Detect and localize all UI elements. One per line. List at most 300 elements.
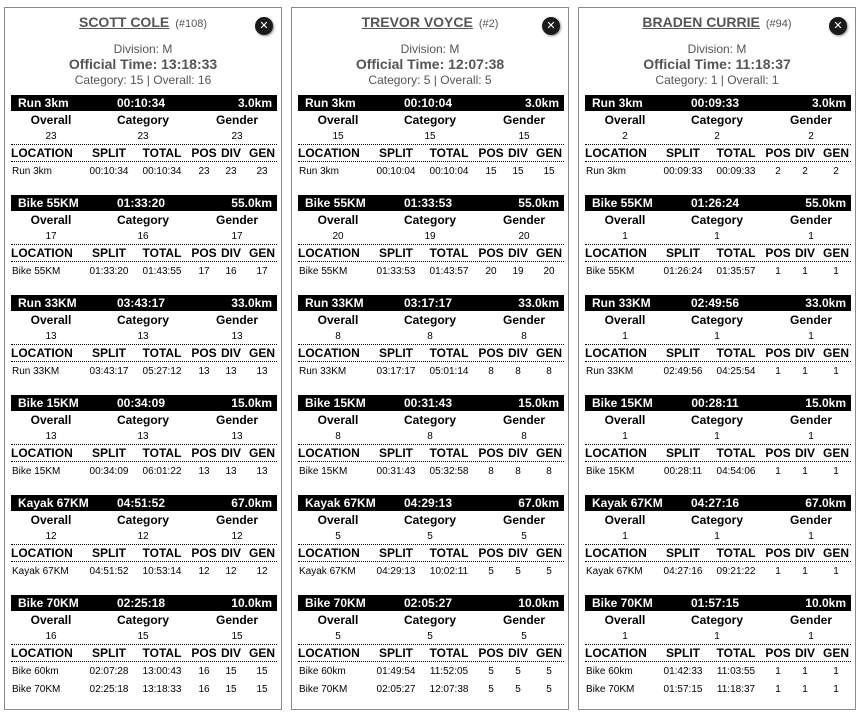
split-location: Run 3km <box>12 166 53 177</box>
rank-values <box>11 631 277 643</box>
div-col: DIV <box>794 146 815 160</box>
table-row <box>585 666 851 678</box>
gender-label: Gender <box>215 113 258 127</box>
div-col: DIV <box>220 146 241 160</box>
divider <box>11 144 277 145</box>
total-col: TOTAL <box>716 546 756 560</box>
div-value: 23 <box>225 166 237 177</box>
gender-rank: 13 <box>231 331 243 342</box>
div-value: 16 <box>225 266 237 277</box>
pos-value: 1 <box>775 566 781 577</box>
divider <box>11 161 277 162</box>
split-col: SPLIT <box>378 446 413 460</box>
divider <box>11 344 277 345</box>
divider <box>298 444 564 445</box>
leg-header <box>585 195 851 211</box>
rank-labels <box>585 213 851 227</box>
total-time: 11:52:05 <box>429 666 469 677</box>
pos-value: 8 <box>488 466 494 477</box>
athlete-header <box>5 14 281 30</box>
rank-values <box>585 431 851 443</box>
split-table-header <box>585 346 851 360</box>
split-location: Bike 55KM <box>12 266 61 277</box>
split-table-header <box>298 546 564 560</box>
total-col: TOTAL <box>142 446 182 460</box>
pos-value: 5 <box>488 666 494 677</box>
athlete-name-link[interactable]: TREVOR VOYCE <box>361 14 473 30</box>
gen-col: GEN <box>822 146 849 160</box>
overall-label: Overall <box>604 513 646 527</box>
gender-label: Gender <box>502 213 545 227</box>
overall-label: Overall <box>30 113 72 127</box>
leg-header <box>11 195 277 211</box>
leg-time: 01:33:53 <box>403 196 453 210</box>
gender-label: Gender <box>789 113 832 127</box>
category-label: Category <box>690 513 743 527</box>
rank-labels <box>11 113 277 127</box>
total-col: TOTAL <box>716 246 756 260</box>
overall-label: Overall <box>317 313 359 327</box>
category-rank: 5 <box>427 531 433 542</box>
pos-value: 2 <box>775 166 781 177</box>
div-value: 8 <box>515 366 521 377</box>
leg-section <box>11 195 277 287</box>
leg-section <box>11 595 277 695</box>
category-label: Category <box>403 413 456 427</box>
total-time: 11:18:37 <box>716 684 756 695</box>
table-row <box>298 566 564 578</box>
table-row <box>11 684 277 696</box>
total-time: 00:10:04 <box>429 166 469 177</box>
location-col: LOCATION <box>11 646 73 660</box>
leg-section <box>11 95 277 187</box>
split-col: SPLIT <box>665 446 700 460</box>
category-label: Category <box>690 213 743 227</box>
leg-distance: 33.0km <box>231 296 272 310</box>
category-rank: 1 <box>714 631 720 642</box>
split-col: SPLIT <box>378 346 413 360</box>
divider <box>11 661 277 662</box>
leg-name: Run 3km <box>592 96 643 110</box>
total-col: TOTAL <box>716 646 756 660</box>
total-time: 00:10:34 <box>142 166 182 177</box>
leg-header <box>585 395 851 411</box>
split-time: 01:49:54 <box>376 666 416 677</box>
gen-value: 5 <box>546 566 552 577</box>
gender-label: Gender <box>789 213 832 227</box>
div-value: 5 <box>515 566 521 577</box>
official-time: Official Time: 11:18:37 <box>643 56 791 72</box>
table-row <box>11 266 277 278</box>
overall-rank: 2 <box>622 131 628 142</box>
leg-time: 00:10:34 <box>116 96 166 110</box>
total-time: 11:03:55 <box>716 666 756 677</box>
leg-name: Run 33KM <box>305 296 364 310</box>
total-col: TOTAL <box>142 646 182 660</box>
total-col: TOTAL <box>142 146 182 160</box>
leg-distance: 10.0km <box>518 596 559 610</box>
overall-label: Overall <box>30 513 72 527</box>
category-label: Category <box>403 213 456 227</box>
category-rank: 2 <box>714 131 720 142</box>
gen-col: GEN <box>535 446 562 460</box>
div-value: 2 <box>802 166 808 177</box>
gender-label: Gender <box>789 413 832 427</box>
gender-label: Gender <box>502 113 545 127</box>
rank-values <box>11 331 277 343</box>
gender-label: Gender <box>215 413 258 427</box>
leg-section <box>585 195 851 287</box>
pos-value: 1 <box>775 266 781 277</box>
total-col: TOTAL <box>142 346 182 360</box>
location-col: LOCATION <box>585 646 647 660</box>
athlete-summary <box>579 42 855 87</box>
rank-labels <box>585 513 851 527</box>
total-col: TOTAL <box>716 146 756 160</box>
div-value: 1 <box>802 266 808 277</box>
rank-labels <box>298 113 564 127</box>
table-row <box>585 166 851 178</box>
gender-rank: 15 <box>518 131 530 142</box>
pos-col: POS <box>765 146 791 160</box>
overall-label: Overall <box>604 213 646 227</box>
div-value: 1 <box>802 466 808 477</box>
split-table-header <box>11 146 277 160</box>
split-col: SPLIT <box>378 246 413 260</box>
leg-distance: 10.0km <box>231 596 272 610</box>
gen-col: GEN <box>248 346 275 360</box>
div-value: 15 <box>512 166 524 177</box>
gen-value: 1 <box>833 566 839 577</box>
leg-distance: 55.0km <box>805 196 846 210</box>
leg-time: 02:05:27 <box>403 596 453 610</box>
overall-label: Overall <box>317 213 359 227</box>
overall-rank: 5 <box>335 531 341 542</box>
location-col: LOCATION <box>585 246 647 260</box>
divider <box>585 444 851 445</box>
div-value: 1 <box>802 666 808 677</box>
leg-section <box>298 395 564 487</box>
category-label: Category <box>116 513 169 527</box>
gender-rank: 5 <box>521 531 527 542</box>
divider <box>585 544 851 545</box>
leg-distance: 3.0km <box>811 96 846 110</box>
leg-time: 03:17:17 <box>403 296 453 310</box>
leg-header <box>11 595 277 611</box>
rank-labels <box>585 313 851 327</box>
divider <box>298 244 564 245</box>
leg-name: Run 3km <box>305 96 356 110</box>
div-value: 5 <box>515 666 521 677</box>
gen-col: GEN <box>248 446 275 460</box>
athlete-card <box>578 7 856 710</box>
pos-col: POS <box>191 146 217 160</box>
split-table-header <box>298 646 564 660</box>
athlete-summary <box>5 42 281 87</box>
overall-label: Overall <box>30 213 72 227</box>
total-time: 09:21:22 <box>716 566 756 577</box>
total-col: TOTAL <box>429 446 469 460</box>
split-time: 00:34:09 <box>89 466 129 477</box>
category-overall: Category: 5 | Overall: 5 <box>368 73 492 87</box>
bib-number: (#108) <box>175 18 208 30</box>
leg-distance: 3.0km <box>524 96 559 110</box>
category-overall: Category: 1 | Overall: 1 <box>655 73 779 87</box>
split-location: Kayak 67KM <box>586 566 643 577</box>
split-time: 00:10:04 <box>376 166 416 177</box>
split-time: 00:10:34 <box>89 166 129 177</box>
split-time: 03:17:17 <box>376 366 416 377</box>
category-label: Category <box>403 313 456 327</box>
leg-name: Bike 15KM <box>592 396 653 410</box>
bib-number: (#94) <box>765 18 792 30</box>
rank-values <box>585 131 851 143</box>
gender-label: Gender <box>789 313 832 327</box>
total-time: 05:01:14 <box>429 366 469 377</box>
split-time: 01:26:24 <box>663 266 703 277</box>
gender-label: Gender <box>789 513 832 527</box>
pos-col: POS <box>765 246 791 260</box>
leg-header <box>11 495 277 511</box>
div-value: 15 <box>225 684 237 695</box>
total-time: 06:01:22 <box>142 466 182 477</box>
athlete-name-link[interactable]: BRADEN CURRIE <box>642 14 760 30</box>
overall-rank: 13 <box>45 431 57 442</box>
total-time: 01:35:57 <box>716 266 756 277</box>
pos-col: POS <box>478 546 504 560</box>
gender-label: Gender <box>502 513 545 527</box>
split-table-header <box>298 446 564 460</box>
total-col: TOTAL <box>429 646 469 660</box>
rank-labels <box>11 613 277 627</box>
gen-value: 1 <box>833 466 839 477</box>
division: Division: M <box>400 42 460 56</box>
leg-header <box>11 95 277 111</box>
split-table-header <box>298 246 564 260</box>
gen-value: 15 <box>543 166 555 177</box>
leg-distance: 55.0km <box>231 196 272 210</box>
overall-label: Overall <box>317 513 359 527</box>
divider <box>585 144 851 145</box>
split-location: Run 33KM <box>299 366 347 377</box>
split-location: Bike 55KM <box>586 266 635 277</box>
rank-values <box>298 631 564 643</box>
location-col: LOCATION <box>298 246 360 260</box>
gender-label: Gender <box>789 613 832 627</box>
total-col: TOTAL <box>429 346 469 360</box>
leg-name: Kayak 67KM <box>305 496 376 510</box>
split-location: Kayak 67KM <box>12 566 69 577</box>
category-rank: 13 <box>137 431 149 442</box>
div-col: DIV <box>507 346 528 360</box>
leg-name: Bike 15KM <box>305 396 366 410</box>
div-col: DIV <box>794 446 815 460</box>
total-time: 05:32:58 <box>429 466 469 477</box>
gender-rank: 17 <box>231 231 243 242</box>
pos-col: POS <box>478 446 504 460</box>
pos-col: POS <box>191 546 217 560</box>
split-time: 03:43:17 <box>89 366 129 377</box>
location-col: LOCATION <box>298 146 360 160</box>
divider <box>11 444 277 445</box>
leg-name: Bike 55KM <box>18 196 79 210</box>
leg-header <box>298 295 564 311</box>
split-col: SPLIT <box>665 146 700 160</box>
category-rank: 13 <box>137 331 149 342</box>
category-label: Category <box>403 113 456 127</box>
total-time: 13:00:43 <box>142 666 182 677</box>
table-row <box>11 566 277 578</box>
split-time: 00:09:33 <box>663 166 703 177</box>
divider <box>11 544 277 545</box>
split-location: Run 3km <box>586 166 627 177</box>
category-rank: 12 <box>137 531 149 542</box>
close-icon[interactable]: ✕ <box>255 17 273 35</box>
overall-label: Overall <box>30 613 72 627</box>
leg-header <box>585 495 851 511</box>
leg-time: 00:34:09 <box>116 396 166 410</box>
overall-rank: 16 <box>45 631 57 642</box>
gen-value: 5 <box>546 666 552 677</box>
gender-rank: 20 <box>518 231 530 242</box>
leg-header <box>585 595 851 611</box>
leg-section <box>11 495 277 587</box>
gen-col: GEN <box>822 546 849 560</box>
split-location: Bike 60km <box>299 666 346 677</box>
split-col: SPLIT <box>91 246 126 260</box>
location-col: LOCATION <box>585 146 647 160</box>
gender-label: Gender <box>215 613 258 627</box>
category-rank: 1 <box>714 331 720 342</box>
rank-values <box>585 231 851 243</box>
total-time: 05:27:12 <box>142 366 182 377</box>
div-col: DIV <box>507 146 528 160</box>
split-col: SPLIT <box>91 346 126 360</box>
pos-col: POS <box>191 446 217 460</box>
leg-name: Run 33KM <box>18 296 77 310</box>
div-col: DIV <box>507 246 528 260</box>
divider <box>585 644 851 645</box>
div-value: 1 <box>802 366 808 377</box>
table-row <box>11 666 277 678</box>
leg-section <box>585 595 851 695</box>
close-icon[interactable]: ✕ <box>542 17 560 35</box>
gen-col: GEN <box>248 546 275 560</box>
divider <box>11 261 277 262</box>
split-table-header <box>11 446 277 460</box>
rank-values <box>298 231 564 243</box>
total-col: TOTAL <box>429 246 469 260</box>
gender-label: Gender <box>215 513 258 527</box>
total-time: 12:07:38 <box>429 684 469 695</box>
location-col: LOCATION <box>11 246 73 260</box>
divider <box>298 461 564 462</box>
overall-rank: 1 <box>622 531 628 542</box>
leg-section <box>298 95 564 187</box>
split-table-header <box>585 146 851 160</box>
close-icon[interactable]: ✕ <box>829 17 847 35</box>
split-col: SPLIT <box>665 546 700 560</box>
category-label: Category <box>403 613 456 627</box>
table-row <box>11 166 277 178</box>
leg-time: 04:51:52 <box>116 496 166 510</box>
div-col: DIV <box>507 546 528 560</box>
split-col: SPLIT <box>91 446 126 460</box>
gen-col: GEN <box>822 346 849 360</box>
div-col: DIV <box>507 646 528 660</box>
rank-labels <box>298 313 564 327</box>
gender-rank: 13 <box>231 431 243 442</box>
leg-time: 04:27:16 <box>690 496 740 510</box>
leg-name: Run 3km <box>18 96 69 110</box>
pos-col: POS <box>765 546 791 560</box>
leg-section <box>298 595 564 695</box>
athlete-name-link[interactable]: SCOTT COLE <box>78 14 170 30</box>
leg-header <box>585 295 851 311</box>
pos-col: POS <box>191 246 217 260</box>
rank-values <box>11 431 277 443</box>
div-col: DIV <box>794 346 815 360</box>
leg-section <box>585 295 851 387</box>
total-time: 01:43:57 <box>429 266 469 277</box>
divider <box>11 461 277 462</box>
leg-header <box>585 95 851 111</box>
category-rank: 5 <box>427 631 433 642</box>
leg-section <box>585 95 851 187</box>
location-col: LOCATION <box>11 446 73 460</box>
division: Division: M <box>113 42 173 56</box>
category-rank: 8 <box>427 331 433 342</box>
rank-labels <box>298 213 564 227</box>
table-row <box>585 466 851 478</box>
gender-rank: 8 <box>521 331 527 342</box>
category-overall: Category: 15 | Overall: 16 <box>74 73 212 87</box>
division: Division: M <box>687 42 747 56</box>
pos-value: 13 <box>198 366 210 377</box>
split-time: 02:49:56 <box>663 366 703 377</box>
gen-col: GEN <box>535 546 562 560</box>
gen-value: 20 <box>543 266 555 277</box>
gen-value: 1 <box>833 366 839 377</box>
category-label: Category <box>116 113 169 127</box>
div-col: DIV <box>220 646 241 660</box>
divider <box>298 344 564 345</box>
table-row <box>585 366 851 378</box>
gen-col: GEN <box>535 146 562 160</box>
total-col: TOTAL <box>429 146 469 160</box>
pos-value: 5 <box>488 684 494 695</box>
split-location: Bike 70KM <box>586 684 635 695</box>
pos-col: POS <box>765 346 791 360</box>
split-col: SPLIT <box>665 646 700 660</box>
divider <box>585 561 851 562</box>
split-col: SPLIT <box>91 546 126 560</box>
split-table-header <box>585 446 851 460</box>
gen-col: GEN <box>822 446 849 460</box>
leg-distance: 55.0km <box>518 196 559 210</box>
pos-value: 1 <box>775 466 781 477</box>
overall-label: Overall <box>30 313 72 327</box>
overall-rank: 1 <box>622 631 628 642</box>
div-col: DIV <box>220 546 241 560</box>
official-time: Official Time: 12:07:38 <box>355 56 505 72</box>
rank-values <box>585 331 851 343</box>
leg-section <box>298 295 564 387</box>
split-location: Run 33KM <box>586 366 634 377</box>
rank-values <box>298 331 564 343</box>
leg-time: 01:26:24 <box>690 196 740 210</box>
divider <box>11 644 277 645</box>
